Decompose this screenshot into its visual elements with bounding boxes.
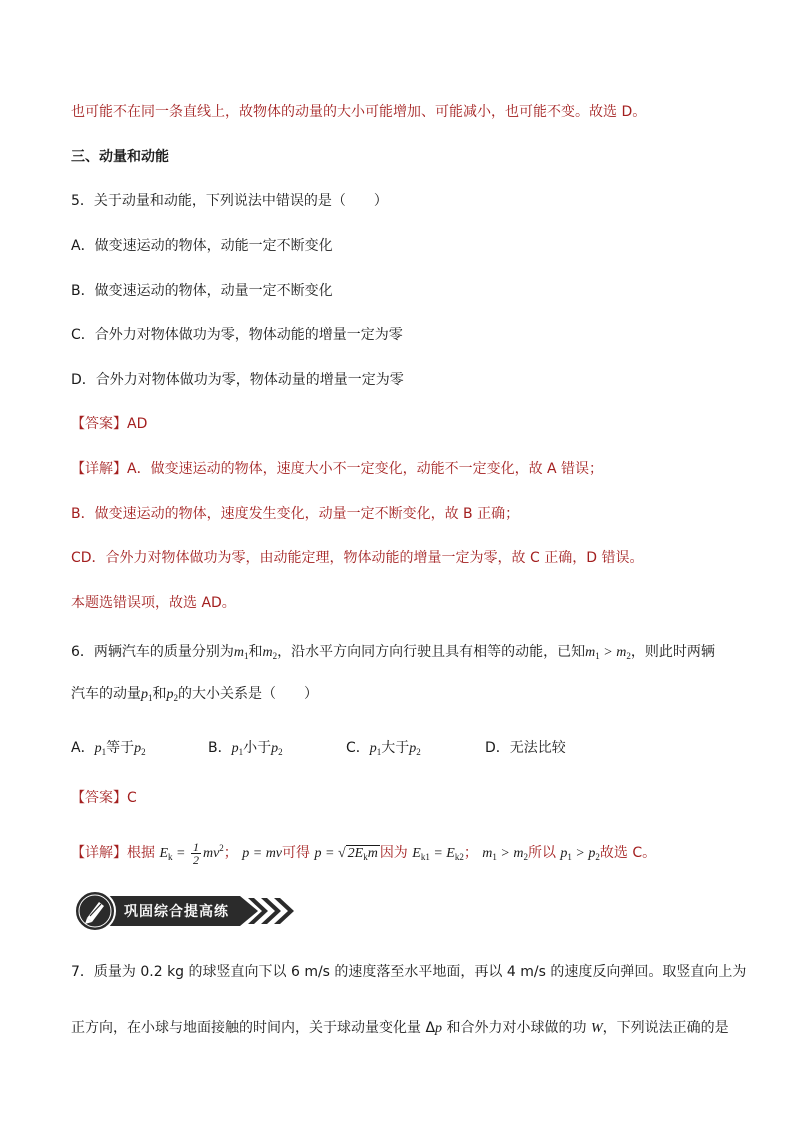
q5-option-c: C．合外力对物体做功为零，物体动能的增量一定为零	[71, 327, 403, 343]
option-text: 等于	[106, 740, 135, 756]
detail-text: 因为	[379, 845, 408, 861]
formula-momentum: p = mv	[242, 846, 283, 861]
detail-text: 所以	[527, 845, 556, 861]
q6-stem-part: 的大小关系是（ ）	[178, 686, 318, 702]
q6-stem-part: 和	[152, 686, 167, 702]
math-p2: $p_2$	[409, 741, 421, 757]
option-label: B．	[208, 740, 232, 756]
option-text: 大于	[381, 740, 410, 756]
q5-detail-line-2: B．做变速运动的物体，速度发生变化，动量一定不断变化，故 B 正确；	[71, 506, 520, 522]
math-p1: $p_1$	[231, 741, 244, 757]
formula-m-compare: $m_1 > m_2$	[482, 846, 528, 862]
q7-text: 正方向，在小球与地面接触的时间内，关于球动量变化量 Δ	[71, 1020, 436, 1036]
q6-stem-line-1	[71, 642, 715, 666]
formula-p-sqrt: p = √ $2E_km$	[314, 846, 378, 862]
detail-label: 【详解】	[71, 845, 127, 861]
math-p2: $p_2$	[166, 687, 178, 703]
math-m1-gt-m2: $m_1 > m_2$	[585, 645, 631, 661]
q6-option-d: D．无法比较	[485, 740, 566, 756]
section-heading: 三、动量和动能	[71, 149, 169, 165]
math-p2: $p_2$	[134, 741, 146, 757]
option-text: 小于	[243, 740, 272, 756]
detail-text: 可得	[282, 845, 311, 861]
math-m2: $m_2$	[262, 645, 278, 661]
answer-label: 【答案】	[71, 790, 127, 806]
q5-option-d: D．合外力对物体做功为零，物体动量的增量一定为零	[71, 372, 404, 388]
q7-text: ，下列说法正确的是	[602, 1020, 729, 1036]
math-m1: $m_1$	[233, 645, 249, 661]
q7-line-1: 7．质量为 0.2 kg 的球竖直向下以 6 m/s 的速度落至水平地面，再以 4 m/s 的速度反向弹回。取竖直向上为	[71, 964, 747, 980]
option-label: C．	[346, 740, 370, 756]
detail-text: 故选 C。	[599, 845, 657, 861]
q7-text: 和合外力对小球做的功	[442, 1020, 591, 1036]
q5-detail-line-4: 本题选错误项，故选 AD。	[71, 595, 236, 611]
q6-stem-line-2	[71, 684, 318, 708]
q6-detail	[71, 828, 656, 868]
answer-value: AD	[127, 416, 148, 432]
q6-stem-part: 汽车的动量	[71, 686, 141, 702]
q6-option-c	[346, 738, 421, 762]
q5-stem: 5．关于动量和动能，下列说法中错误的是（ ）	[71, 193, 388, 209]
detail-label: 【详解】	[71, 461, 127, 477]
math-p1: $p_1$	[141, 687, 153, 703]
formula-ek-equal: $E_{k1} = E_{k2}$	[412, 846, 464, 862]
detail-text: 根据	[127, 845, 155, 861]
q6-option-b	[208, 738, 283, 762]
q6-stem-part: 6．两辆汽车的质量分别为	[71, 644, 234, 660]
detail-text: ；	[463, 845, 478, 861]
q6-stem-part: ，则此时两辆	[630, 644, 715, 660]
math-p1: $p_1$	[369, 741, 382, 757]
formula-p-compare: $p_1 > p_2$	[560, 846, 600, 862]
formula-kinetic-energy: $E_k$ = $\frac{1}{2}$ $mv^2$	[159, 840, 224, 868]
q6-stem-part: ，沿水平方向同方向行驶且具有相等的动能，已知	[277, 644, 586, 660]
q5-detail-line-3: CD．合外力对物体做功为零，由动能定理，物体动能的增量一定为零，故 C 正确，D 错误。	[71, 550, 644, 566]
math-w: W	[590, 1021, 603, 1036]
answer-value: C	[127, 790, 137, 806]
q7-line-2	[71, 1018, 729, 1039]
section-banner	[72, 888, 297, 934]
q5-option-a: A．做变速运动的物体，动能一定不断变化	[71, 238, 333, 254]
banner-title: 巩固综合提高练	[124, 904, 229, 920]
intro-line: 也可能不在同一条直线上，故物体的动量的大小可能增加、可能减小，也可能不变。故选 D。	[71, 104, 647, 120]
q5-option-b: B．做变速运动的物体，动量一定不断变化	[71, 283, 333, 299]
math-p1: $p_1$	[94, 741, 107, 757]
option-label: A．	[71, 740, 95, 756]
math-p: p	[435, 1021, 443, 1036]
detail-text: ；	[223, 845, 238, 861]
detail-text: A．做变速运动的物体，速度大小不一定变化，动能不一定变化，故 A 错误；	[127, 461, 604, 477]
q5-detail-line-1	[71, 459, 603, 479]
answer-label: 【答案】	[71, 416, 127, 432]
q5-answer	[71, 414, 147, 434]
q6-answer	[71, 788, 137, 808]
math-p2: $p_2$	[271, 741, 283, 757]
q6-stem-part: 和	[248, 644, 263, 660]
q6-option-a	[71, 738, 146, 762]
